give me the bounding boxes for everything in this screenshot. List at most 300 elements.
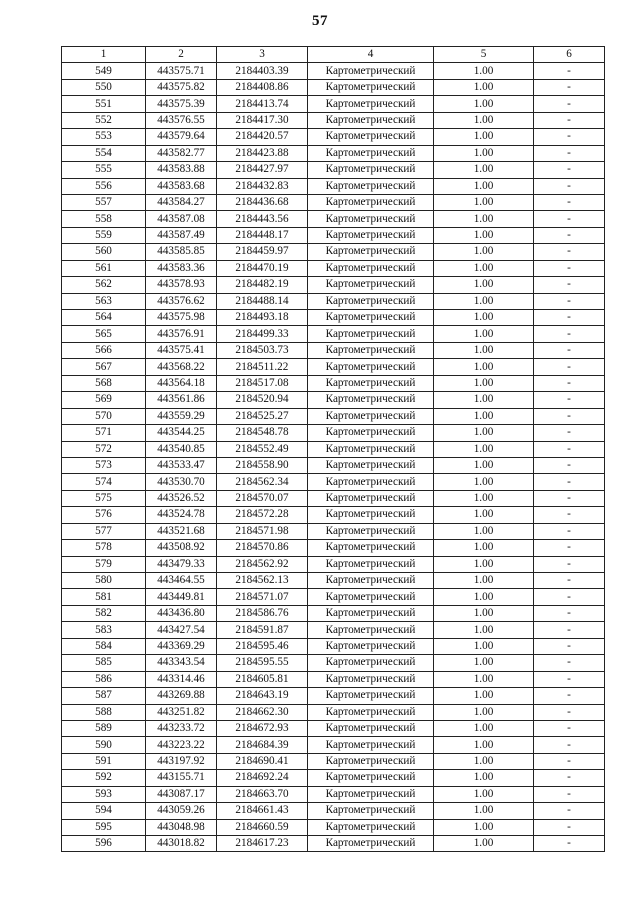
method-cell: Картометрический [308,803,434,819]
point-number-cell: 591 [62,753,146,769]
y-coordinate-cell: 2184488.14 [217,293,308,309]
y-coordinate-cell: 2184408.86 [217,79,308,95]
method-cell: Картометрический [308,211,434,227]
y-coordinate-cell: 2184443.56 [217,211,308,227]
y-coordinate-cell: 2184591.87 [217,622,308,638]
point-number-cell: 559 [62,227,146,243]
note-cell: - [534,490,605,506]
table-row [62,523,605,539]
y-coordinate-cell: 2184459.97 [217,244,308,260]
table-row [62,589,605,605]
point-number-cell: 560 [62,244,146,260]
table-row [62,457,605,473]
method-cell: Картометрический [308,720,434,736]
point-number-cell: 554 [62,145,146,161]
method-cell: Картометрический [308,655,434,671]
x-coordinate-cell: 443561.86 [146,392,217,408]
method-cell: Картометрический [308,277,434,293]
accuracy-cell: 1.00 [434,162,534,178]
note-cell: - [534,392,605,408]
y-coordinate-cell: 2184499.33 [217,326,308,342]
table-header [62,47,605,63]
accuracy-cell: 1.00 [434,244,534,260]
note-cell: - [534,819,605,835]
column-header: 5 [434,47,534,63]
x-coordinate-cell: 443575.39 [146,96,217,112]
point-number-cell: 551 [62,96,146,112]
method-cell: Картометрический [308,408,434,424]
method-cell: Картометрический [308,326,434,342]
note-cell: - [534,178,605,194]
y-coordinate-cell: 2184403.39 [217,63,308,79]
accuracy-cell: 1.00 [434,523,534,539]
coordinates-table [61,46,605,852]
method-cell: Картометрический [308,112,434,128]
y-coordinate-cell: 2184427.97 [217,162,308,178]
table-row [62,408,605,424]
accuracy-cell: 1.00 [434,507,534,523]
table-row [62,819,605,835]
x-coordinate-cell: 443582.77 [146,145,217,161]
method-cell: Картометрический [308,507,434,523]
y-coordinate-cell: 2184432.83 [217,178,308,194]
y-coordinate-cell: 2184436.68 [217,194,308,210]
note-cell: - [534,277,605,293]
accuracy-cell: 1.00 [434,655,534,671]
accuracy-cell: 1.00 [434,326,534,342]
accuracy-cell: 1.00 [434,375,534,391]
table-row [62,622,605,638]
point-number-cell: 570 [62,408,146,424]
table-row [62,671,605,687]
point-number-cell: 558 [62,211,146,227]
table-row [62,688,605,704]
accuracy-cell: 1.00 [434,556,534,572]
table-row [62,79,605,95]
table-row [62,96,605,112]
table-row [62,277,605,293]
table-row [62,770,605,786]
accuracy-cell: 1.00 [434,737,534,753]
note-cell: - [534,737,605,753]
x-coordinate-cell: 443314.46 [146,671,217,687]
table-row [62,178,605,194]
x-coordinate-cell: 443197.92 [146,753,217,769]
table-row [62,260,605,276]
table-row [62,63,605,79]
note-cell: - [534,573,605,589]
y-coordinate-cell: 2184663.70 [217,786,308,802]
accuracy-cell: 1.00 [434,293,534,309]
x-coordinate-cell: 443587.49 [146,227,217,243]
point-number-cell: 576 [62,507,146,523]
table-row [62,310,605,326]
y-coordinate-cell: 2184643.19 [217,688,308,704]
note-cell: - [534,227,605,243]
accuracy-cell: 1.00 [434,194,534,210]
note-cell: - [534,79,605,95]
point-number-cell: 587 [62,688,146,704]
table-row [62,392,605,408]
method-cell: Картометрический [308,753,434,769]
method-cell: Картометрический [308,457,434,473]
y-coordinate-cell: 2184660.59 [217,819,308,835]
accuracy-cell: 1.00 [434,260,534,276]
y-coordinate-cell: 2184571.98 [217,523,308,539]
x-coordinate-cell: 443449.81 [146,589,217,605]
note-cell: - [534,622,605,638]
accuracy-cell: 1.00 [434,836,534,852]
note-cell: - [534,770,605,786]
note-cell: - [534,671,605,687]
accuracy-cell: 1.00 [434,819,534,835]
column-header: 6 [534,47,605,63]
table-row [62,112,605,128]
note-cell: - [534,720,605,736]
note-cell: - [534,753,605,769]
accuracy-cell: 1.00 [434,638,534,654]
point-number-cell: 552 [62,112,146,128]
note-cell: - [534,540,605,556]
x-coordinate-cell: 443155.71 [146,770,217,786]
x-coordinate-cell: 443436.80 [146,605,217,621]
column-header: 1 [62,47,146,63]
note-cell: - [534,244,605,260]
x-coordinate-cell: 443526.52 [146,490,217,506]
method-cell: Картометрический [308,622,434,638]
point-number-cell: 553 [62,129,146,145]
accuracy-cell: 1.00 [434,605,534,621]
table-row [62,605,605,621]
point-number-cell: 579 [62,556,146,572]
y-coordinate-cell: 2184511.22 [217,359,308,375]
x-coordinate-cell: 443576.91 [146,326,217,342]
table-row [62,326,605,342]
accuracy-cell: 1.00 [434,277,534,293]
x-coordinate-cell: 443575.82 [146,79,217,95]
point-number-cell: 589 [62,720,146,736]
y-coordinate-cell: 2184605.81 [217,671,308,687]
x-coordinate-cell: 443576.62 [146,293,217,309]
method-cell: Картометрический [308,359,434,375]
y-coordinate-cell: 2184562.92 [217,556,308,572]
y-coordinate-cell: 2184571.07 [217,589,308,605]
note-cell: - [534,194,605,210]
accuracy-cell: 1.00 [434,441,534,457]
table-row [62,375,605,391]
y-coordinate-cell: 2184413.74 [217,96,308,112]
accuracy-cell: 1.00 [434,720,534,736]
method-cell: Картометрический [308,425,434,441]
accuracy-cell: 1.00 [434,457,534,473]
note-cell: - [534,523,605,539]
note-cell: - [534,293,605,309]
y-coordinate-cell: 2184692.24 [217,770,308,786]
method-cell: Картометрический [308,260,434,276]
method-cell: Картометрический [308,178,434,194]
accuracy-cell: 1.00 [434,770,534,786]
y-coordinate-cell: 2184562.13 [217,573,308,589]
accuracy-cell: 1.00 [434,145,534,161]
note-cell: - [534,589,605,605]
y-coordinate-cell: 2184482.19 [217,277,308,293]
x-coordinate-cell: 443533.47 [146,457,217,473]
note-cell: - [534,803,605,819]
x-coordinate-cell: 443583.88 [146,162,217,178]
method-cell: Картометрический [308,540,434,556]
note-cell: - [534,605,605,621]
method-cell: Картометрический [308,704,434,720]
y-coordinate-cell: 2184661.43 [217,803,308,819]
note-cell: - [534,638,605,654]
x-coordinate-cell: 443540.85 [146,441,217,457]
note-cell: - [534,457,605,473]
note-cell: - [534,63,605,79]
accuracy-cell: 1.00 [434,359,534,375]
method-cell: Картометрический [308,786,434,802]
header-row [62,47,605,63]
table-row [62,474,605,490]
y-coordinate-cell: 2184552.49 [217,441,308,457]
method-cell: Картометрический [308,227,434,243]
table-row [62,342,605,358]
method-cell: Картометрический [308,293,434,309]
y-coordinate-cell: 2184595.55 [217,655,308,671]
table-row [62,655,605,671]
point-number-cell: 581 [62,589,146,605]
table-row [62,507,605,523]
method-cell: Картометрический [308,474,434,490]
table-row [62,227,605,243]
accuracy-cell: 1.00 [434,688,534,704]
method-cell: Картометрический [308,605,434,621]
accuracy-cell: 1.00 [434,96,534,112]
note-cell: - [534,129,605,145]
accuracy-cell: 1.00 [434,704,534,720]
note-cell: - [534,375,605,391]
x-coordinate-cell: 443544.25 [146,425,217,441]
method-cell: Картометрический [308,342,434,358]
note-cell: - [534,704,605,720]
x-coordinate-cell: 443530.70 [146,474,217,490]
point-number-cell: 586 [62,671,146,687]
y-coordinate-cell: 2184558.90 [217,457,308,473]
note-cell: - [534,474,605,490]
note-cell: - [534,688,605,704]
note-cell: - [534,836,605,852]
accuracy-cell: 1.00 [434,129,534,145]
method-cell: Картометрический [308,556,434,572]
method-cell: Картометрический [308,737,434,753]
accuracy-cell: 1.00 [434,178,534,194]
table-body [62,63,605,852]
y-coordinate-cell: 2184417.30 [217,112,308,128]
x-coordinate-cell: 443343.54 [146,655,217,671]
note-cell: - [534,425,605,441]
table-row [62,194,605,210]
x-coordinate-cell: 443048.98 [146,819,217,835]
x-coordinate-cell: 443575.41 [146,342,217,358]
column-header: 3 [217,47,308,63]
point-number-cell: 567 [62,359,146,375]
table-row [62,786,605,802]
note-cell: - [534,359,605,375]
table-row [62,753,605,769]
accuracy-cell: 1.00 [434,392,534,408]
point-number-cell: 566 [62,342,146,358]
point-number-cell: 549 [62,63,146,79]
x-coordinate-cell: 443269.88 [146,688,217,704]
note-cell: - [534,96,605,112]
point-number-cell: 575 [62,490,146,506]
point-number-cell: 578 [62,540,146,556]
method-cell: Картометрический [308,244,434,260]
method-cell: Картометрический [308,194,434,210]
method-cell: Картометрический [308,392,434,408]
point-number-cell: 574 [62,474,146,490]
method-cell: Картометрический [308,375,434,391]
method-cell: Картометрический [308,819,434,835]
point-number-cell: 594 [62,803,146,819]
point-number-cell: 550 [62,79,146,95]
x-coordinate-cell: 443585.85 [146,244,217,260]
accuracy-cell: 1.00 [434,425,534,441]
accuracy-cell: 1.00 [434,63,534,79]
x-coordinate-cell: 443059.26 [146,803,217,819]
note-cell: - [534,145,605,161]
table-row [62,162,605,178]
table-row [62,720,605,736]
note-cell: - [534,342,605,358]
y-coordinate-cell: 2184672.93 [217,720,308,736]
method-cell: Картометрический [308,96,434,112]
point-number-cell: 573 [62,457,146,473]
y-coordinate-cell: 2184586.76 [217,605,308,621]
y-coordinate-cell: 2184520.94 [217,392,308,408]
method-cell: Картометрический [308,671,434,687]
table-row [62,737,605,753]
accuracy-cell: 1.00 [434,408,534,424]
x-coordinate-cell: 443508.92 [146,540,217,556]
x-coordinate-cell: 443427.54 [146,622,217,638]
accuracy-cell: 1.00 [434,753,534,769]
note-cell: - [534,655,605,671]
method-cell: Картометрический [308,441,434,457]
column-header: 4 [308,47,434,63]
table-row [62,425,605,441]
point-number-cell: 585 [62,655,146,671]
point-number-cell: 572 [62,441,146,457]
x-coordinate-cell: 443559.29 [146,408,217,424]
point-number-cell: 561 [62,260,146,276]
y-coordinate-cell: 2184684.39 [217,737,308,753]
accuracy-cell: 1.00 [434,310,534,326]
table-row [62,211,605,227]
y-coordinate-cell: 2184570.86 [217,540,308,556]
x-coordinate-cell: 443233.72 [146,720,217,736]
accuracy-cell: 1.00 [434,540,534,556]
y-coordinate-cell: 2184503.73 [217,342,308,358]
method-cell: Картометрический [308,63,434,79]
note-cell: - [534,260,605,276]
y-coordinate-cell: 2184517.08 [217,375,308,391]
y-coordinate-cell: 2184525.27 [217,408,308,424]
x-coordinate-cell: 443564.18 [146,375,217,391]
x-coordinate-cell: 443524.78 [146,507,217,523]
accuracy-cell: 1.00 [434,474,534,490]
accuracy-cell: 1.00 [434,589,534,605]
method-cell: Картометрический [308,589,434,605]
x-coordinate-cell: 443087.17 [146,786,217,802]
note-cell: - [534,310,605,326]
accuracy-cell: 1.00 [434,79,534,95]
table-row [62,803,605,819]
x-coordinate-cell: 443521.68 [146,523,217,539]
note-cell: - [534,326,605,342]
point-number-cell: 582 [62,605,146,621]
point-number-cell: 593 [62,786,146,802]
point-number-cell: 596 [62,836,146,852]
accuracy-cell: 1.00 [434,622,534,638]
table-row [62,836,605,852]
y-coordinate-cell: 2184493.18 [217,310,308,326]
table-row [62,573,605,589]
accuracy-cell: 1.00 [434,211,534,227]
column-header: 2 [146,47,217,63]
y-coordinate-cell: 2184562.34 [217,474,308,490]
x-coordinate-cell: 443583.68 [146,178,217,194]
y-coordinate-cell: 2184662.30 [217,704,308,720]
accuracy-cell: 1.00 [434,786,534,802]
point-number-cell: 571 [62,425,146,441]
method-cell: Картометрический [308,573,434,589]
page-number: 57 [312,13,328,29]
table-row [62,293,605,309]
accuracy-cell: 1.00 [434,227,534,243]
y-coordinate-cell: 2184570.07 [217,490,308,506]
y-coordinate-cell: 2184448.17 [217,227,308,243]
x-coordinate-cell: 443579.64 [146,129,217,145]
x-coordinate-cell: 443568.22 [146,359,217,375]
y-coordinate-cell: 2184548.78 [217,425,308,441]
y-coordinate-cell: 2184595.46 [217,638,308,654]
point-number-cell: 583 [62,622,146,638]
point-number-cell: 580 [62,573,146,589]
method-cell: Картометрический [308,129,434,145]
method-cell: Картометрический [308,79,434,95]
y-coordinate-cell: 2184572.28 [217,507,308,523]
table-row [62,638,605,654]
note-cell: - [534,112,605,128]
point-number-cell: 555 [62,162,146,178]
x-coordinate-cell: 443583.36 [146,260,217,276]
table-row [62,556,605,572]
table-row [62,441,605,457]
point-number-cell: 595 [62,819,146,835]
note-cell: - [534,441,605,457]
point-number-cell: 584 [62,638,146,654]
x-coordinate-cell: 443251.82 [146,704,217,720]
method-cell: Картометрический [308,310,434,326]
method-cell: Картометрический [308,490,434,506]
accuracy-cell: 1.00 [434,342,534,358]
x-coordinate-cell: 443576.55 [146,112,217,128]
y-coordinate-cell: 2184617.23 [217,836,308,852]
x-coordinate-cell: 443575.98 [146,310,217,326]
x-coordinate-cell: 443369.29 [146,638,217,654]
y-coordinate-cell: 2184470.19 [217,260,308,276]
point-number-cell: 563 [62,293,146,309]
